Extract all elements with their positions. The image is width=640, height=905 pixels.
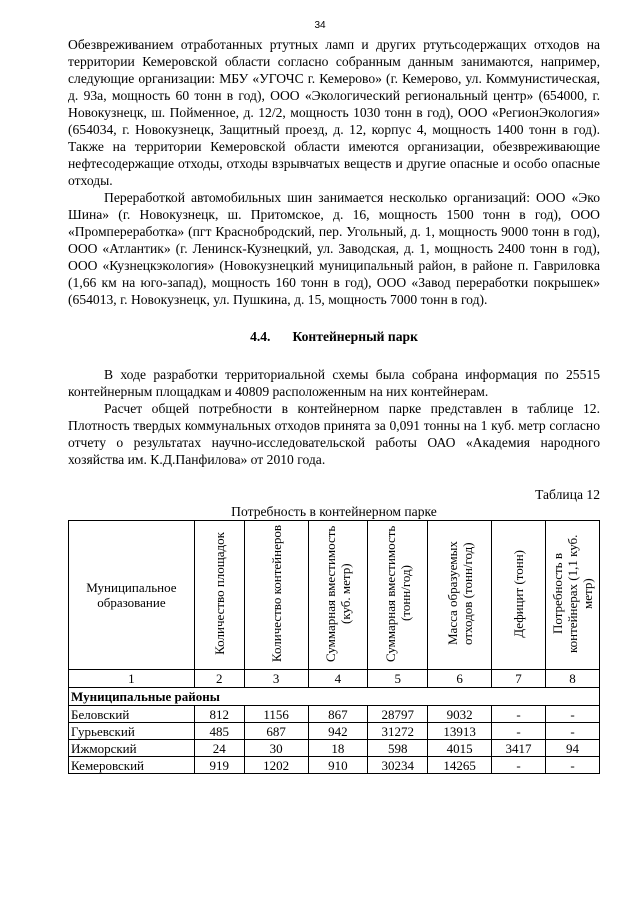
column-number: 5 [368, 670, 428, 688]
cell-value: 30234 [368, 757, 428, 774]
cell-value: 1156 [244, 706, 308, 723]
header-municipality: Муниципальное образование [69, 521, 195, 670]
cell-value: 910 [308, 757, 368, 774]
header-deficit-text: Дефицит (тонн) [511, 549, 527, 638]
header-containers [244, 521, 308, 670]
cell-value: 867 [308, 706, 368, 723]
cell-municipality: Кемеровский [69, 757, 195, 774]
cell-value: 942 [308, 723, 368, 740]
cell-value: 30 [244, 740, 308, 757]
header-capacity-t [368, 521, 428, 670]
header-capacity-m3-text: Суммарная вместимость (куб. метр) [322, 525, 353, 662]
cell-value: 1202 [244, 757, 308, 774]
header-need-text: Потребность в контейнерах (1,1 куб. метр) [549, 534, 595, 653]
cell-value: 24 [194, 740, 244, 757]
header-containers-text: Количество контейнеров [268, 524, 284, 663]
cell-value: - [545, 723, 599, 740]
header-waste-mass [428, 521, 492, 670]
column-number: 6 [428, 670, 492, 688]
document-body [68, 36, 600, 774]
paragraph-mercury-lamps: Обезвреживанием отработанных ртутных ламп и других ртутьсодержащих отходов на территории Кемеровской области согласно собранным данным занимаются, например, следующие организации: МБУ «УГОЧС г. Кемерово» (г. Кемерово, ул. Коммунистическая, д. 93а, мощность 60 тонн в год), ООО «Экологический региональный центр» (654000, г. Новокузнецк, ш. Пойменное, д. 12/2, мощность 1030 тонн в год), ООО «РегионЭкология» (654034, г. Новокузнецк, Защитный проезд, д. 12, корпус 4, мощность 1400 тонн в год). Также на территории Кемеровской области имеются организации, обезвреживающие нефтесодержащие отходы, отходы взрывчатых веществ и другие опасные и особо опасные отходы. [68, 37, 600, 188]
header-deficit [492, 521, 546, 670]
header-capacity-t-text: Суммарная вместимость (тонн/год) [382, 525, 413, 662]
header-waste-mass-text: Масса образуемых отходов (тонн/год) [444, 541, 475, 646]
cell-value: - [545, 757, 599, 774]
cell-value: 9032 [428, 706, 492, 723]
cell-value: - [492, 706, 546, 723]
column-number: 2 [194, 670, 244, 688]
table-header-row [69, 521, 600, 670]
column-number: 4 [308, 670, 368, 688]
cell-municipality: Гурьевский [69, 723, 195, 740]
cell-value: 485 [194, 723, 244, 740]
cell-value: 94 [545, 740, 599, 757]
cell-value: 13913 [428, 723, 492, 740]
column-number-row [69, 670, 600, 688]
cell-value: 598 [368, 740, 428, 757]
group-row [69, 688, 600, 706]
section-heading [68, 328, 600, 345]
cell-value: - [492, 757, 546, 774]
cell-value: 687 [244, 723, 308, 740]
table-row [69, 723, 600, 740]
table-row [69, 706, 600, 723]
cell-value: 31272 [368, 723, 428, 740]
header-sites-text: Количество площадок [211, 532, 227, 655]
cell-value: 4015 [428, 740, 492, 757]
table-label: Таблица 12 [535, 487, 600, 502]
cell-value: - [545, 706, 599, 723]
cell-municipality: Беловский [69, 706, 195, 723]
table-title: Потребность в контейнерном парке [231, 504, 437, 519]
cell-value: 18 [308, 740, 368, 757]
group-label: Муниципальные районы [69, 688, 600, 706]
column-number: 1 [69, 670, 195, 688]
table-row [69, 757, 600, 774]
section-number: 4.4. [250, 329, 271, 344]
cell-value: 3417 [492, 740, 546, 757]
cell-value: 14265 [428, 757, 492, 774]
cell-value: 28797 [368, 706, 428, 723]
column-number: 8 [545, 670, 599, 688]
paragraph-calculation: Расчет общей потребности в контейнерном парке представлен в таблице 12. Плотность твердых коммунальных отходов принята за 0,091 тонны на 1 куб. метр согласно отчету о результатах научно-исследовательской работы ОАО «Академия народного хозяйства им. К.Д.Панфилова» от 2010 года. [68, 401, 600, 467]
cell-municipality: Ижморский [69, 740, 195, 757]
column-number: 3 [244, 670, 308, 688]
section-title: Контейнерный парк [292, 329, 418, 344]
cell-value: 812 [194, 706, 244, 723]
header-need [545, 521, 599, 670]
header-sites [194, 521, 244, 670]
table-row [69, 740, 600, 757]
cell-value: - [492, 723, 546, 740]
container-need-table [68, 520, 600, 774]
column-number: 7 [492, 670, 546, 688]
cell-value: 919 [194, 757, 244, 774]
page-number: 34 [314, 20, 326, 31]
paragraph-tire-recycling: Переработкой автомобильных шин занимается несколько организаций: ООО «Эко Шина» (г. Новокузнецк, ш. Притомское, д. 16, мощность 1500 тонн в год), ООО «Промпереработка» (пгт Краснобродский, пер. Угольный, д. 1, мощность 9000 тонн в год), ООО «Атлантик» (г. Ленинск-Кузнецкий, ул. Заводская, д. 1, мощность 2400 тонн в год), ООО «Кузнецкэкология» (Новокузнецкий муниципальный район, в районе п. Гавриловка (1,66 км на юго-запад), мощность 160 тонн в год), ООО «Завод переработки покрышек» (654013, г. Новокузнецк, ул. Пушкина, д. 15, мощность 7000 тонн в год). [68, 190, 600, 307]
paragraph-container-info: В ходе разработки территориальной схемы была собрана информация по 25515 контейнерным площадкам и 40809 расположенным на них контейнерам. [68, 367, 600, 399]
header-capacity-m3 [308, 521, 368, 670]
